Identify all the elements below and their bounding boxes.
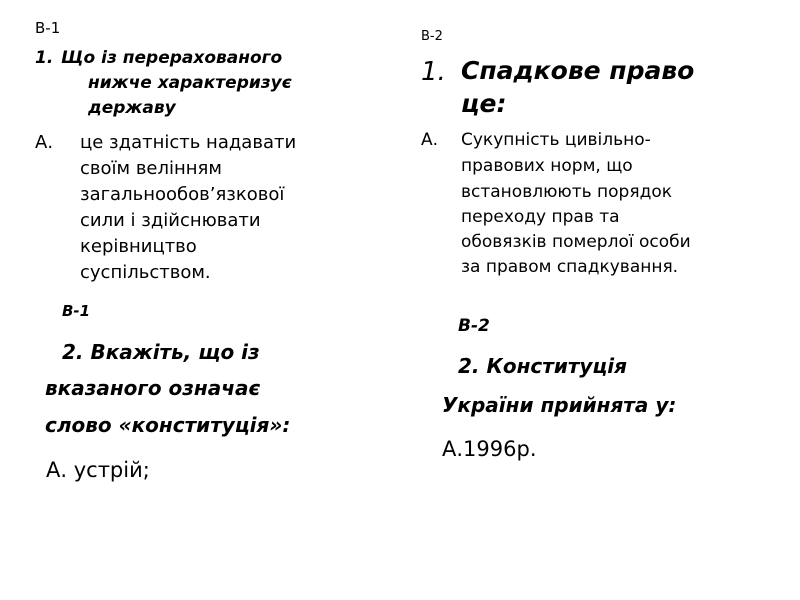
right-top-answer-line-3: встановлюють порядок — [461, 182, 672, 202]
right-top-answer-line-1: Сукупність цивільно- — [461, 130, 651, 150]
left-bottom-variant: В-1 — [62, 302, 91, 320]
right-bottom-variant: В-2 — [458, 316, 490, 336]
left-top-answer-line-3: загальнообов’язкової — [80, 184, 285, 205]
left-top-answer-line-2: своїм велінням — [80, 158, 222, 179]
right-top-answer-letter: А. — [421, 130, 439, 150]
right-top-answer-line-6: за правом спадкування. — [461, 257, 679, 277]
left-top-question-line-1: Що із перерахованого — [61, 48, 283, 68]
left-top-answer-letter: А. — [35, 132, 54, 153]
left-top-question-number: 1. — [35, 48, 54, 68]
right-top-question-line-1: Спадкове право — [461, 56, 695, 85]
left-bottom-question-line-2: вказаного означає — [45, 376, 261, 400]
left-top-question-line-2: нижче характеризує — [88, 73, 292, 93]
right-bottom-question-line-2: України прийнята у: — [442, 393, 677, 417]
left-top-answer-line-1: це здатність надавати — [80, 132, 297, 153]
left-top-answer-line-6: суспільством. — [80, 262, 211, 283]
right-top-answer-line-2: правових норм, що — [461, 156, 633, 176]
right-top-answer-line-4: переходу прав та — [461, 207, 620, 227]
left-top-question-line-3: державу — [88, 98, 176, 118]
left-bottom-question-line-3: слово «конституція»: — [45, 413, 291, 437]
left-bottom-question-line-1: 2. Вкажіть, що із — [62, 340, 260, 364]
left-bottom-answer: А. устрій; — [46, 458, 150, 482]
right-bottom-answer: А.1996р. — [442, 437, 537, 461]
right-top-question-number: 1. — [421, 57, 446, 87]
left-top-answer-line-4: сили і здійснювати — [80, 210, 261, 231]
right-top-question-line-2: це: — [461, 89, 507, 118]
left-top-variant: В-1 — [35, 19, 61, 37]
right-top-answer-line-5: обовязків померлої особи — [461, 232, 691, 252]
right-top-variant: В-2 — [421, 29, 443, 44]
left-top-answer-line-5: керівництво — [80, 236, 197, 257]
right-bottom-question-line-1: 2. Конституція — [458, 354, 627, 378]
